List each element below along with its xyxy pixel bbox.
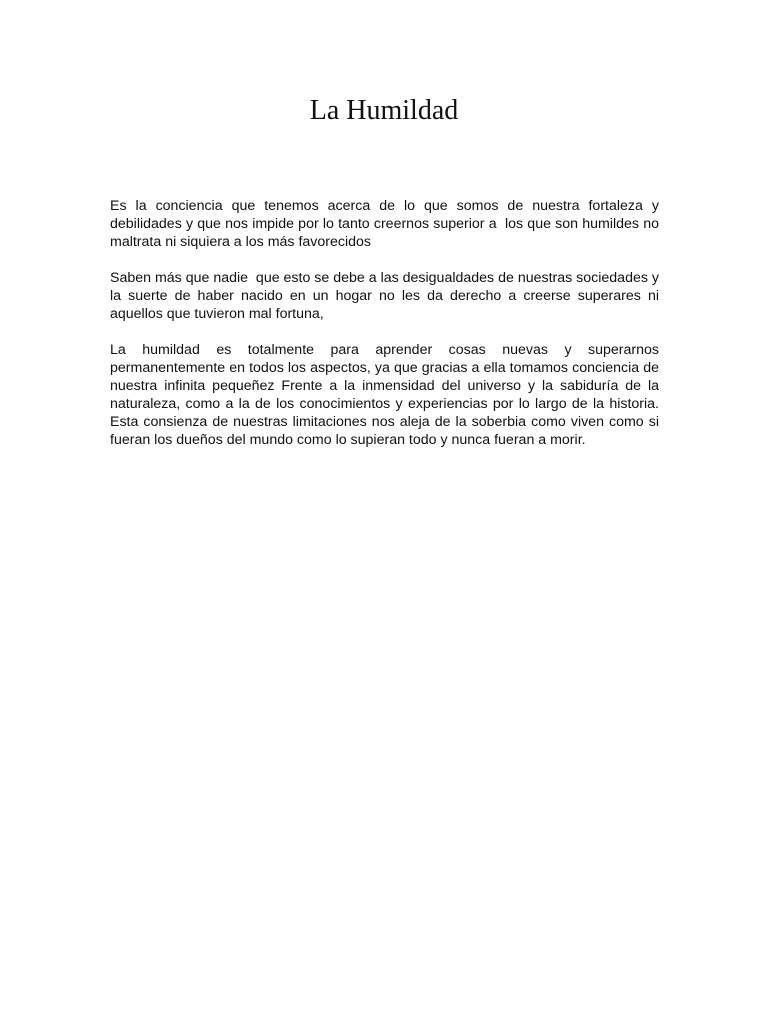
paragraph-3: La humildad es totalmente para aprender cosas nuevas y superarnos permanentemente en todos los aspectos, ya que gracias a ella tomamos conciencia de nuestra infinita pequeñez Frente a la inmensidad del universo y la sabiduría de la naturaleza, como a la de los conocimientos y experiencias por lo largo de la historia. Esta consienza de nuestras limitaciones nos aleja de la soberbia como viven como si fueran los dueños del mundo como lo supieran todo y nunca fueran a morir.: [110, 342, 667, 448]
document-body: [110, 197, 667, 467]
paragraph-1: Es la conciencia que tenemos acerca de lo que somos de nuestra fortaleza y debilidades y que nos impide por lo tanto creernos superior a los que son humildes no maltrata ni siquiera a los más favorecidos: [110, 198, 663, 250]
paragraph-2: Saben más que nadie que esto se debe a las desigualdades de nuestras sociedades y la suerte de haber nacido en un hogar no les da derecho a creerse superares ni aquellos que tuvieron mal fortuna,: [110, 270, 663, 322]
document-title: La Humildad: [309, 95, 459, 126]
